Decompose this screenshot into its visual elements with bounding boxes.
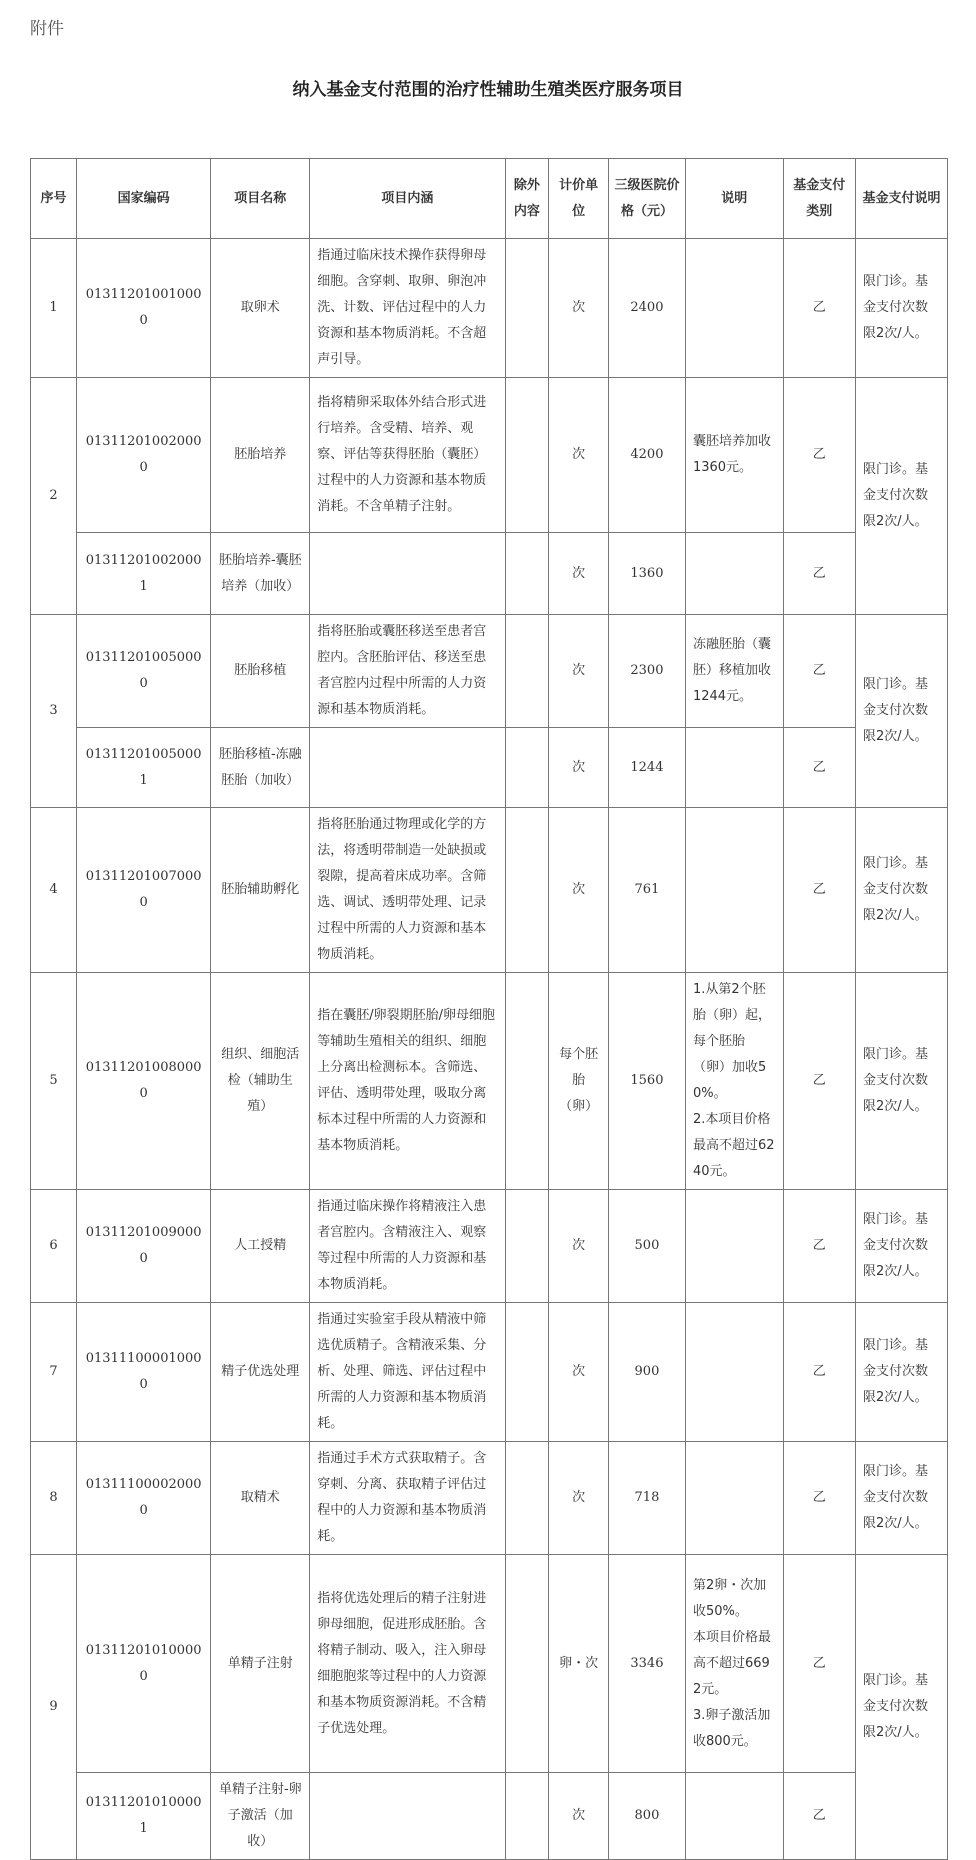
cell-no: 3 bbox=[31, 615, 77, 808]
cell-content: 指在囊胚/卵裂期胚胎/卵母细胞等辅助生殖相关的组织、细胞上分离出检测标本。含筛选、评估、透明带处理，吸取分离标本过程中所需的人力资源和基本物质消耗。 bbox=[310, 973, 505, 1190]
cell-no: 4 bbox=[31, 808, 77, 973]
cell-fund-note: 限门诊。基金支付次数限2次/人。 bbox=[856, 1555, 948, 1860]
cell-content bbox=[310, 1773, 505, 1860]
cell-content: 指通过手术方式获取精子。含穿刺、分离、获取精子评估过程中的人力资源和基本物质消耗。 bbox=[310, 1442, 505, 1555]
cell-unit: 次 bbox=[549, 1773, 609, 1860]
cell-fund-type: 乙 bbox=[783, 533, 855, 615]
cell-code: 013112010090000 bbox=[76, 1190, 210, 1303]
table-header-row bbox=[31, 159, 948, 239]
cell-name: 胚胎辅助孵化 bbox=[211, 808, 310, 973]
header-content: 项目内涵 bbox=[310, 159, 505, 239]
cell-fund-note: 限门诊。基金支付次数限2次/人。 bbox=[856, 615, 948, 808]
cell-note bbox=[685, 1190, 783, 1303]
cell-exclude bbox=[505, 533, 549, 615]
cell-fund-type: 乙 bbox=[783, 728, 855, 808]
cell-exclude bbox=[505, 973, 549, 1190]
cell-code: 013112010070000 bbox=[76, 808, 210, 973]
cell-content: 指通过临床操作将精液注入患者宫腔内。含精液注入、观察等过程中所需的人力资源和基本物质消耗。 bbox=[310, 1190, 505, 1303]
cell-exclude bbox=[505, 615, 549, 728]
document-title: 纳入基金支付范围的治疗性辅助生殖类医疗服务项目 bbox=[292, 80, 684, 100]
table-row bbox=[31, 1190, 948, 1303]
cell-fund-note: 限门诊。基金支付次数限2次/人。 bbox=[856, 1442, 948, 1555]
cell-code: 013112010050000 bbox=[76, 615, 210, 728]
cell-note bbox=[685, 533, 783, 615]
cell-content: 指将精卵采取体外结合形式进行培养。含受精、培养、观察、评估等获得胚胎（囊胚）过程中的人力资源和基本物质消耗。不含单精子注射。 bbox=[310, 378, 505, 533]
cell-price: 3346 bbox=[608, 1555, 685, 1773]
cell-name: 组织、细胞活检（辅助生殖） bbox=[211, 973, 310, 1190]
cell-no: 5 bbox=[31, 973, 77, 1190]
cell-fund-note: 限门诊。基金支付次数限2次/人。 bbox=[856, 239, 948, 378]
cell-name: 取精术 bbox=[211, 1442, 310, 1555]
cell-name: 单精子注射-卵子激活（加收） bbox=[211, 1773, 310, 1860]
header-note: 说明 bbox=[685, 159, 783, 239]
cell-note bbox=[685, 808, 783, 973]
cell-note bbox=[685, 1773, 783, 1860]
cell-name: 精子优选处理 bbox=[211, 1303, 310, 1442]
cell-exclude bbox=[505, 1303, 549, 1442]
cell-fund-type: 乙 bbox=[783, 1303, 855, 1442]
cell-price: 2300 bbox=[608, 615, 685, 728]
cell-fund-type: 乙 bbox=[783, 378, 855, 533]
header-fund-type: 基金支付类别 bbox=[783, 159, 855, 239]
cell-no: 2 bbox=[31, 378, 77, 615]
cell-code: 013112010050001 bbox=[76, 728, 210, 808]
cell-fund-note: 限门诊。基金支付次数限2次/人。 bbox=[856, 1303, 948, 1442]
header-code: 国家编码 bbox=[76, 159, 210, 239]
cell-exclude bbox=[505, 808, 549, 973]
services-table bbox=[30, 158, 948, 1860]
cell-price: 718 bbox=[608, 1442, 685, 1555]
cell-fund-note: 限门诊。基金支付次数限2次/人。 bbox=[856, 973, 948, 1190]
header-price: 三级医院价格（元） bbox=[608, 159, 685, 239]
cell-note bbox=[685, 1303, 783, 1442]
cell-name: 单精子注射 bbox=[211, 1555, 310, 1773]
cell-price: 2400 bbox=[608, 239, 685, 378]
cell-unit: 次 bbox=[549, 728, 609, 808]
cell-price: 500 bbox=[608, 1190, 685, 1303]
cell-content: 指通过实验室手段从精液中筛选优质精子。含精液采集、分析、处理、筛选、评估过程中所需的人力资源和基本物质消耗。 bbox=[310, 1303, 505, 1442]
cell-price: 900 bbox=[608, 1303, 685, 1442]
table-row bbox=[31, 1303, 948, 1442]
cell-fund-note: 限门诊。基金支付次数限2次/人。 bbox=[856, 808, 948, 973]
cell-fund-type: 乙 bbox=[783, 1190, 855, 1303]
cell-code: 013112010020000 bbox=[76, 378, 210, 533]
cell-unit: 卵・次 bbox=[549, 1555, 609, 1773]
table-row bbox=[31, 808, 948, 973]
cell-no: 1 bbox=[31, 239, 77, 378]
cell-exclude bbox=[505, 1190, 549, 1303]
cell-no: 7 bbox=[31, 1303, 77, 1442]
cell-no: 9 bbox=[31, 1555, 77, 1860]
cell-code: 013111000010000 bbox=[76, 1303, 210, 1442]
table-row bbox=[31, 728, 948, 808]
cell-code: 013111000020000 bbox=[76, 1442, 210, 1555]
cell-fund-type: 乙 bbox=[783, 1555, 855, 1773]
cell-note bbox=[685, 239, 783, 378]
cell-unit: 次 bbox=[549, 533, 609, 615]
cell-code: 013112010020001 bbox=[76, 533, 210, 615]
cell-name: 取卵术 bbox=[211, 239, 310, 378]
header-unit: 计价单位 bbox=[549, 159, 609, 239]
cell-code: 013112010080000 bbox=[76, 973, 210, 1190]
cell-price: 800 bbox=[608, 1773, 685, 1860]
cell-fund-type: 乙 bbox=[783, 1442, 855, 1555]
cell-price: 4200 bbox=[608, 378, 685, 533]
cell-no: 8 bbox=[31, 1442, 77, 1555]
header-no: 序号 bbox=[31, 159, 77, 239]
cell-note: 冻融胚胎（囊胚）移植加收1244元。 bbox=[685, 615, 783, 728]
cell-name: 胚胎移植 bbox=[211, 615, 310, 728]
cell-name: 人工授精 bbox=[211, 1190, 310, 1303]
cell-note bbox=[685, 1442, 783, 1555]
cell-exclude bbox=[505, 1442, 549, 1555]
cell-unit: 次 bbox=[549, 1442, 609, 1555]
cell-unit: 次 bbox=[549, 239, 609, 378]
attachment-label: 附件 bbox=[30, 19, 64, 39]
header-name: 项目名称 bbox=[211, 159, 310, 239]
cell-content: 指通过临床技术操作获得卵母细胞。含穿刺、取卵、卵泡冲洗、计数、评估过程中的人力资源和基本物质消耗。不含超声引导。 bbox=[310, 239, 505, 378]
cell-content: 指将胚胎或囊胚移送至患者宫腔内。含胚胎评估、移送至患者宫腔内过程中所需的人力资源和基本物质消耗。 bbox=[310, 615, 505, 728]
table-row bbox=[31, 239, 948, 378]
cell-unit: 次 bbox=[549, 615, 609, 728]
cell-unit: 次 bbox=[549, 378, 609, 533]
cell-price: 761 bbox=[608, 808, 685, 973]
cell-content: 指将优选处理后的精子注射进卵母细胞，促进形成胚胎。含将精子制动、吸入，注入卵母细胞胞浆等过程中的人力资源和基本物质资源消耗。不含精子优选处理。 bbox=[310, 1555, 505, 1773]
cell-fund-type: 乙 bbox=[783, 808, 855, 973]
cell-code: 013112010010000 bbox=[76, 239, 210, 378]
cell-fund-type: 乙 bbox=[783, 615, 855, 728]
cell-unit: 次 bbox=[549, 1303, 609, 1442]
table-row bbox=[31, 615, 948, 728]
cell-code: 013112010100000 bbox=[76, 1555, 210, 1773]
cell-price: 1244 bbox=[608, 728, 685, 808]
cell-exclude bbox=[505, 378, 549, 533]
cell-fund-note: 限门诊。基金支付次数限2次/人。 bbox=[856, 378, 948, 615]
cell-note bbox=[685, 728, 783, 808]
table-row bbox=[31, 973, 948, 1190]
cell-price: 1560 bbox=[608, 973, 685, 1190]
cell-name: 胚胎培养-囊胚培养（加收） bbox=[211, 533, 310, 615]
table-row bbox=[31, 1555, 948, 1773]
cell-content bbox=[310, 728, 505, 808]
cell-note: 第2卵・次加收50%。 本项目价格最高不超过6692元。 3.卵子激活加收800元。 bbox=[685, 1555, 783, 1773]
cell-exclude bbox=[505, 1773, 549, 1860]
cell-content bbox=[310, 533, 505, 615]
cell-fund-type: 乙 bbox=[783, 239, 855, 378]
cell-unit: 次 bbox=[549, 1190, 609, 1303]
table-row bbox=[31, 1442, 948, 1555]
cell-price: 1360 bbox=[608, 533, 685, 615]
cell-fund-type: 乙 bbox=[783, 1773, 855, 1860]
cell-name: 胚胎移植-冻融胚胎（加收） bbox=[211, 728, 310, 808]
cell-content: 指将胚胎通过物理或化学的方法，将透明带制造一处缺损或裂隙，提高着床成功率。含筛选、调试、透明带处理、记录过程中所需的人力资源和基本物质消耗。 bbox=[310, 808, 505, 973]
cell-fund-note: 限门诊。基金支付次数限2次/人。 bbox=[856, 1190, 948, 1303]
cell-no: 6 bbox=[31, 1190, 77, 1303]
cell-exclude bbox=[505, 1555, 549, 1773]
header-fund-note: 基金支付说明 bbox=[856, 159, 948, 239]
cell-unit: 次 bbox=[549, 808, 609, 973]
table-row bbox=[31, 1773, 948, 1860]
cell-exclude bbox=[505, 728, 549, 808]
cell-unit: 每个胚胎（卵） bbox=[549, 973, 609, 1190]
cell-code: 013112010100001 bbox=[76, 1773, 210, 1860]
cell-note: 囊胚培养加收1360元。 bbox=[685, 378, 783, 533]
header-exclude: 除外内容 bbox=[505, 159, 549, 239]
cell-exclude bbox=[505, 239, 549, 378]
cell-name: 胚胎培养 bbox=[211, 378, 310, 533]
cell-note: 1.从第2个胚胎（卵）起，每个胚胎（卵）加收50%。 2.本项目价格最高不超过6240元。 bbox=[685, 973, 783, 1190]
cell-fund-type: 乙 bbox=[783, 973, 855, 1190]
table-row bbox=[31, 378, 948, 533]
table-row bbox=[31, 533, 948, 615]
